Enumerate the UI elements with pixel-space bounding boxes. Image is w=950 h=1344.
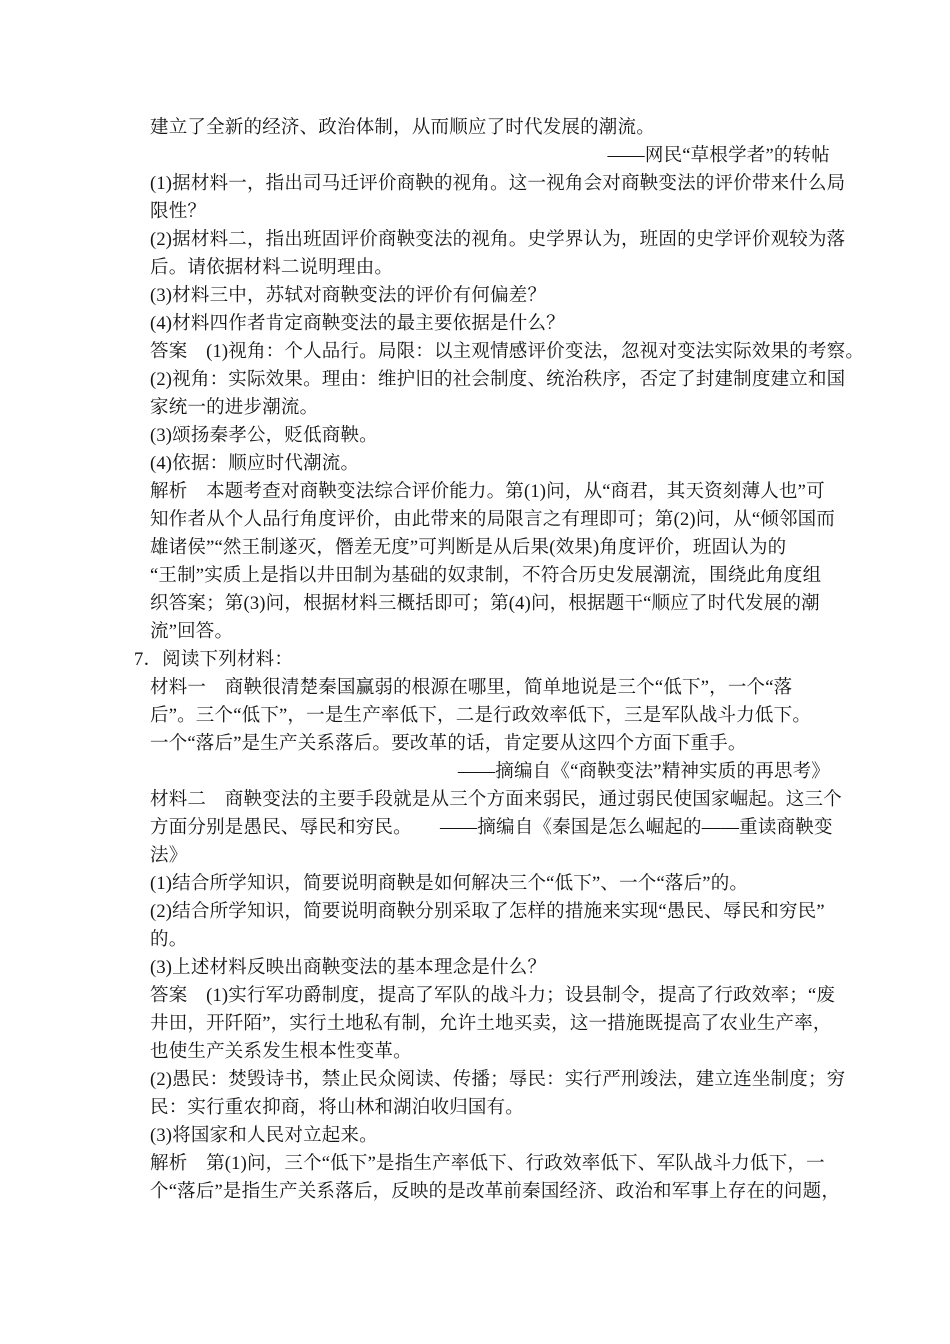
text-line: (4)依据：顺应时代潮流。 [150, 454, 360, 474]
text-line: 建立了全新的经济、政治体制，从而顺应了时代发展的潮流。 [150, 118, 655, 138]
text-line: 方面分别是愚民、辱民和穷民。 ——摘编自《秦国是怎么崛起的——重读商鞅变 [150, 818, 833, 838]
text-line: 家统一的进步潮流。 [150, 398, 319, 418]
text-line: 民：实行重农抑商，将山林和湖泊收归国有。 [150, 1098, 525, 1118]
text-line: (1)结合所学知识，简要说明商鞅是如何解决三个“低下”、一个“落后”的。 [150, 874, 749, 894]
text-line: 一个“落后”是生产关系落后。要改革的话，肯定要从这四个方面下重手。 [150, 734, 747, 754]
text-line: 流”回答。 [150, 622, 234, 642]
text-line: (2)视角：实际效果。理由：维护旧的社会制度、统治秩序，否定了封建制度建立和国 [150, 370, 846, 390]
text-line: (2)据材料二，指出班固评价商鞅变法的视角。史学界认为，班固的史学评价观较为落 [150, 230, 846, 250]
text-line: 后”。三个“低下”，一是生产率低下，二是行政效率低下，三是军队战斗力低下。 [150, 706, 812, 726]
text-line: “王制”实质上是指以井田制为基础的奴隶制，不符合历史发展潮流，围绕此角度组 [150, 566, 822, 586]
text-line: 限性？ [150, 202, 207, 222]
text-line: (3)将国家和人民对立起来。 [150, 1126, 378, 1146]
text-line: 7．阅读下列材料： [134, 650, 294, 670]
text-line: ——网民“草根学者”的转帖 [607, 146, 830, 166]
text-line: 织答案；第(3)问，根据材料三概括即可；第(4)问，根据题干“顺应了时代发展的潮 [150, 594, 820, 614]
text-line: (3)上述材料反映出商鞅变法的基本理念是什么？ [150, 958, 547, 978]
text-line: ——摘编自《“商鞅变法”精神实质的再思考》 [457, 762, 830, 782]
text-line: 答案 (1)视角：个人品行。局限：以主观情感评价变法，忽视对变法实际效果的考察。 [150, 342, 865, 362]
text-line: (4)材料四作者肯定商鞅变法的最主要依据是什么？ [150, 314, 565, 334]
text-line: 也使生产关系发生根本性变革。 [150, 1042, 412, 1062]
text-line: 解析 本题考查对商鞅变法综合评价能力。第(1)问，从“商君，其天资刻薄人也”可 [150, 482, 825, 502]
text-line: 井田，开阡陌”，实行土地私有制，允许土地买卖，这一措施既提高了农业生产率， [150, 1014, 832, 1034]
document-page [134, 114, 865, 1206]
text-line: 个“落后”是指生产关系落后，反映的是改革前秦国经济、政治和军事上存在的问题， [150, 1182, 841, 1202]
text-line: 答案 (1)实行军功爵制度，提高了军队的战斗力；设县制令，提高了行政效率；“废 [150, 986, 836, 1006]
text-line: (2)愚民：焚毁诗书，禁止民众阅读、传播；辱民：实行严刑竣法，建立连坐制度；穷 [150, 1070, 846, 1090]
text-line: (2)结合所学知识，简要说明商鞅分别采取了怎样的措施来实现“愚民、辱民和穷民” [150, 902, 825, 922]
text-line: 解析 第(1)问，三个“低下”是指生产率低下、行政效率低下、军队战斗力低下，一 [150, 1154, 825, 1174]
text-line: 雄诸侯”“然王制遂灭，僭差无度”可判断是从后果(效果)角度评价，班固认为的 [150, 538, 787, 558]
text-line: 知作者从个人品行角度评价，由此带来的局限言之有理即可；第(2)问，从“倾邻国而 [150, 510, 836, 530]
text-line: 的。 [150, 930, 188, 950]
text-line: (3)颂扬秦孝公，贬低商鞅。 [150, 426, 378, 446]
text-line: (3)材料三中，苏轼对商鞅变法的评价有何偏差？ [150, 286, 547, 306]
text-line: (1)据材料一，指出司马迁评价商鞅的视角。这一视角会对商鞅变法的评价带来什么局 [150, 174, 846, 194]
text-line: 材料一 商鞅很清楚秦国赢弱的根源在哪里，简单地说是三个“低下”，一个“落 [150, 678, 793, 698]
text-line: 材料二 商鞅变法的主要手段就是从三个方面来弱民，通过弱民使国家崛起。这三个 [150, 790, 842, 810]
text-line: 法》 [150, 846, 188, 866]
text-line: 后。请依据材料二说明理由。 [150, 258, 394, 278]
